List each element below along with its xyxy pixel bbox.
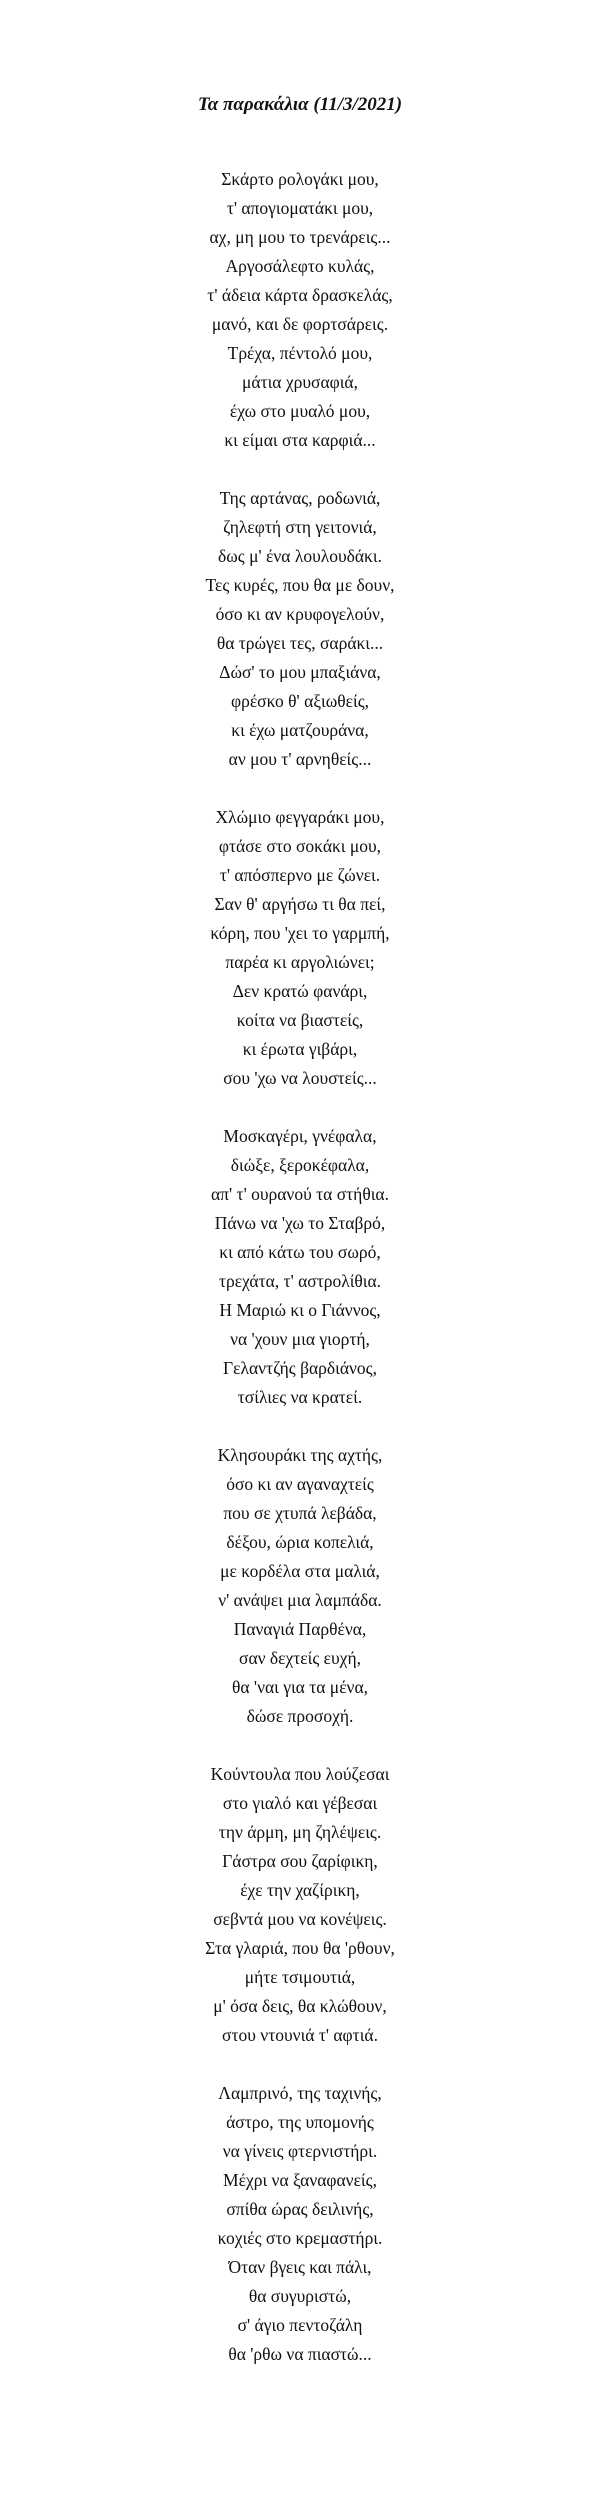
poem-line: μανό, και δε φορτσάρεις. — [211, 314, 389, 334]
stanza — [0, 1760, 600, 2050]
poem-line: σαν δεχτείς ευχή, — [239, 1648, 361, 1668]
poem-line: δως μ' ένα λουλουδάκι. — [218, 546, 382, 566]
poem-line: την άρμη, μη ζηλέψεις. — [218, 1822, 382, 1842]
poem-line: μάτια χρυσαφιά, — [242, 372, 358, 392]
poem-line: Της αρτάνας, ροδωνιά, — [219, 488, 381, 508]
poem-body — [0, 165, 600, 2398]
poem-line: Στα γλαριά, που θα 'ρθουν, — [205, 1938, 395, 1958]
poem-line: φρέσκο θ' αξιωθείς, — [230, 691, 370, 711]
poem-line: κι είμαι στα καρφιά... — [224, 430, 376, 450]
poem-line: κοχιές στο κρεμαστήρι. — [217, 2228, 383, 2248]
poem-line: Πάνω να 'χω το Σταβρό, — [214, 1213, 386, 1233]
poem-line: Δεν κρατώ φανάρι, — [232, 981, 368, 1001]
poem-line: Γελαντζής βαρδιάνος, — [223, 1358, 377, 1378]
poem-line: σπίθα ώρας δειλινής, — [226, 2199, 374, 2219]
poem-line: τρεχάτα, τ' αστρολίθια. — [218, 1271, 382, 1291]
stanza — [0, 2079, 600, 2369]
poem-line: Χλώμιο φεγγαράκι μου, — [215, 807, 385, 827]
poem-line: αν μου τ' αρνηθείς... — [228, 749, 372, 769]
poem-line: Γάστρα σου ζαρίφικη, — [222, 1851, 378, 1871]
poem-line: κοίτα να βιαστείς, — [236, 1010, 364, 1030]
poem-line: κι έρωτα γιβάρι, — [242, 1039, 358, 1059]
poem-line: να 'χουν μια γιορτή, — [230, 1329, 370, 1349]
poem-line: τ' άδεια κάρτα δρασκελάς, — [207, 285, 393, 305]
poem-line: Σαν θ' αργήσω τι θα πεί, — [214, 894, 386, 914]
poem-line: Τρέχα, πέντολό μου, — [227, 343, 373, 363]
poem-line: μ' όσα δεις, θα κλώθουν, — [213, 1996, 387, 2016]
poem-line: έχω στο μυαλό μου, — [229, 401, 371, 421]
poem-line: κόρη, που 'χει το γαρμπή, — [210, 923, 390, 943]
poem-line: Μέχρι να ξαναφανείς, — [223, 2170, 377, 2190]
stanza — [0, 484, 600, 774]
poem-line: στου ντουνιά τ' αφτιά. — [222, 2025, 378, 2045]
poem-line: θα συγυριστώ, — [248, 2286, 352, 2306]
poem-line: Κλησουράκι της αχτής, — [217, 1445, 383, 1465]
poem-line: ν' ανάψει μια λαμπάδα. — [218, 1590, 382, 1610]
poem-line: Η Μαριώ κι ο Γιάννος, — [219, 1300, 381, 1320]
poem-line: δέξου, ώρια κοπελιά, — [226, 1532, 374, 1552]
poem-line: κι έχω ματζουράνα, — [231, 720, 369, 740]
poem-line: Παναγιά Παρθένα, — [233, 1619, 367, 1639]
poem-line: όσο κι αν κρυφογελούν, — [215, 604, 385, 624]
poem-line: Σκάρτο ρολογάκι μου, — [221, 169, 379, 189]
poem-line: μήτε τσιμουτιά, — [244, 1967, 356, 1987]
poem-line: τ' απόσπερνο με ζώνει. — [219, 865, 381, 885]
stanza — [0, 1441, 600, 1731]
poem-line: στο γιαλό και γέβεσαι — [222, 1793, 378, 1813]
poem-line: Λαμπρινό, της ταχινής, — [218, 2083, 382, 2103]
poem-title: Τα παρακάλια (11/3/2021) — [197, 94, 403, 115]
poem-line: έχε την χαζίρικη, — [240, 1880, 360, 1900]
poem-line: θα τρώγει τες, σαράκι... — [216, 633, 384, 653]
poem-line: δώσε προσοχή. — [246, 1706, 354, 1726]
poem-line: κι από κάτω του σωρό, — [219, 1242, 381, 1262]
poem-line: Κούντουλα που λούζεσαι — [210, 1764, 390, 1784]
poem-line: Τες κυρές, που θα με δουν, — [205, 575, 395, 595]
poem-line: τσίλιες να κρατεί. — [237, 1387, 363, 1407]
stanza — [0, 165, 600, 455]
poem-line: Αργοσάλεφτο κυλάς, — [225, 256, 375, 276]
poem-line: θα 'ναι για τα μένα, — [232, 1677, 368, 1697]
poem-line: όσο κι αν αγαναχτείς — [226, 1474, 374, 1494]
stanza — [0, 1122, 600, 1412]
poem-line: τ' απογιοματάκι μου, — [226, 198, 374, 218]
poem-line: να γίνεις φτερνιστήρι. — [222, 2141, 378, 2161]
poem-line: παρέα κι αργολιώνει; — [225, 952, 375, 972]
poem-line: σου 'χω να λουστείς... — [223, 1068, 377, 1088]
poem-line: με κορδέλα στα μαλιά, — [220, 1561, 380, 1581]
stanza — [0, 803, 600, 1093]
poem-line: σ' άγιο πεντοζάλη — [237, 2315, 363, 2335]
poem-line: αχ, μη μου το τρενάρεις... — [209, 227, 391, 247]
poem-line: φτάσε στο σοκάκι μου, — [218, 836, 382, 856]
poem-line: Μοσκαγέρι, γνέφαλα, — [223, 1126, 377, 1146]
poem-line: απ' τ' ουρανού τα στήθια. — [211, 1184, 389, 1204]
poem-line: ζηλεφτή στη γειτονιά, — [223, 517, 377, 537]
poem-line: που σε χτυπά λεβάδα, — [223, 1503, 377, 1523]
poem-line: διώξε, ξεροκέφαλα, — [230, 1155, 370, 1175]
poem-line: Δώσ' το μου μπαξιάνα, — [219, 662, 381, 682]
poem-line: Όταν βγεις και πάλι, — [228, 2257, 372, 2277]
poem-line: άστρο, της υπομονής — [226, 2112, 374, 2132]
poem-line: σεβντά μου να κονέψεις. — [213, 1909, 387, 1929]
poem-line: θα 'ρθω να πιαστώ... — [228, 2344, 372, 2364]
